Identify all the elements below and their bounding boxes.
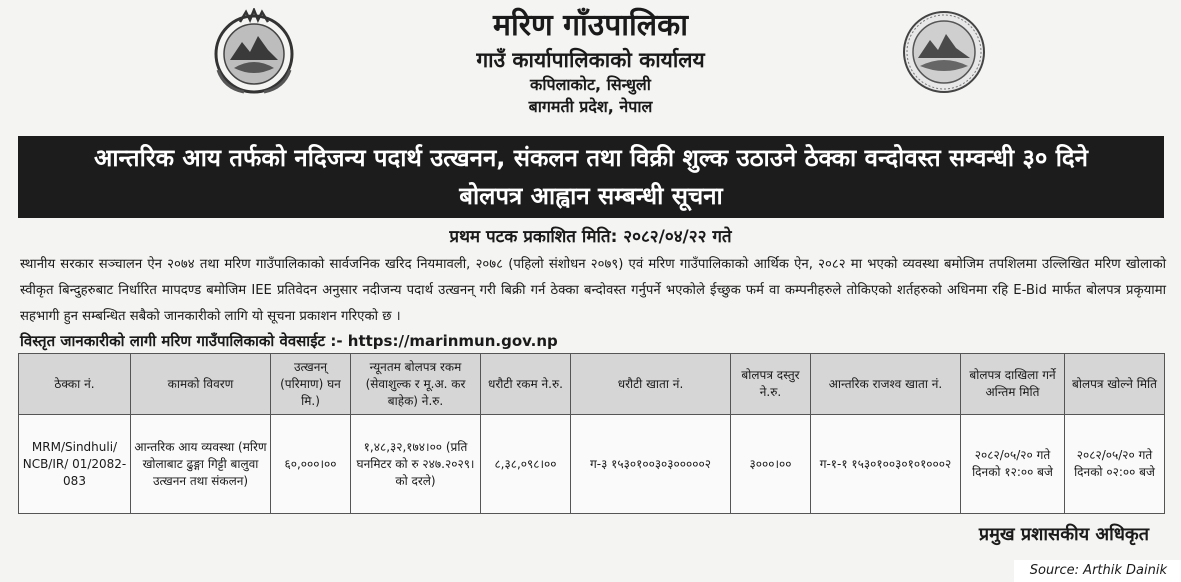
- column-header: धरौटी खाता नं.: [571, 354, 731, 415]
- publish-date: प्रथम पटक प्रकाशित मिति: २०८२/०४/२२ गते: [449, 227, 732, 247]
- tender-table: [18, 353, 1165, 514]
- table-row: [19, 415, 1165, 514]
- signatory-title: प्रमुख प्रशासकीय अधिकृत: [978, 524, 1149, 545]
- table-cell: ८,३८,०९८।००: [481, 415, 571, 514]
- column-header: ठेक्का नं.: [19, 354, 131, 415]
- column-header: बोलपत्र दस्तुर ने.रु.: [731, 354, 811, 415]
- column-header: बोलपत्र खोल्ने मिति: [1065, 354, 1165, 415]
- notice-title-line-1: आन्तरिक आय तर्फको नदिजन्य पदार्थ उत्खनन, संकलन तथा विक्री शुल्क उठाउने ठेक्का वन्दोवस्त सम्वन्धी ३० दिने: [94, 144, 1088, 172]
- table-cell: २०८२/०५/२० गते दिनको १२:०० बजे: [961, 415, 1065, 514]
- table-cell: १,४८,३२,१७४।०० (प्रति घनमिटर को रु २४७.२०२९। को दरले): [351, 415, 481, 514]
- municipality-name: मरिण गाँउपालिका: [493, 8, 688, 43]
- address-line-2: बागमती प्रदेश, नेपाल: [528, 97, 653, 116]
- column-header: धरौटी रकम ने.रु.: [481, 354, 571, 415]
- website-info: विस्तृत जानकारीको लागी मरिण गाउँपालिकाको वेवसाईट :- https://marinmun.gov.np: [20, 332, 558, 350]
- column-header: न्यूनतम बोलपत्र रकम (सेवाशुल्क र मू.अ. कर बाहेक) ने.रु.: [351, 354, 481, 415]
- notice-body: स्थानीय सरकार सञ्चालन ऐन २०७४ तथा मरिण गाउँपालिकाको सार्वजनिक खरिद नियमावली, २०७८ (पहिलो संशोधन २०७९) एवं मरिण गाउँपालिकाको आर्थिक ऐन, २०८२ मा भएको व्यवस्था बमोजिम तपशिलमा उल्लिखित मरिण खोलाको स्वीकृत बिन्दुहरुबाट निर्धारित मापदण्ड बमोजिम IEE प्रतिवेदन अनुसार नदीजन्य पदार्थ उत्खनन् गरी बिक्री गर्न ठेक्का बन्दोवस्त गर्नुपर्ने भएकोले ईच्छुक फर्म वा कम्पनीहरुले तोकिएको शर्तहरुको अधिनमा रहि E-Bid मार्फत बोलपत्र प्रकृयामा सहभागी हुन सम्बन्धित सबैको जानकारीको लागि यो सूचना प्रकाशन गरिएको छ ।: [20, 257, 1166, 324]
- column-header: कामको विवरण: [131, 354, 271, 415]
- table-cell: ग-१-१ १५३०१००३०१०१०००२: [811, 415, 961, 514]
- notice-title-line-2: बोलपत्र आह्वान सम्बन्धी सूचना: [459, 182, 723, 210]
- table-cell: ग-३ १५३०१००३०३०००००२: [571, 415, 731, 514]
- address-line-1: कपिलाकोट, सिन्धुली: [530, 75, 651, 94]
- column-header: बोलपत्र दाखिला गर्ने अन्तिम मिति: [961, 354, 1065, 415]
- source-credit: Source: Arthik Dainik: [1014, 560, 1181, 582]
- notice-title-banner: [18, 136, 1164, 218]
- office-name: गाउँ कार्यापालिकाको कार्यालय: [476, 48, 705, 72]
- table-cell: MRM/Sindhuli/ NCB/IR/ 01/2082-083: [19, 415, 131, 514]
- table-header-row: [19, 354, 1165, 415]
- column-header: उत्खनन् (परिमाण) घन मि.): [271, 354, 351, 415]
- letterhead: [0, 6, 1181, 118]
- column-header: आन्तरिक राजश्व खाता नं.: [811, 354, 961, 415]
- table-cell: आन्तरिक आय व्यवस्था (मरिण खोलाबाट ढुङ्गा गिट्टी बालुवा उत्खनन तथा संकलन): [131, 415, 271, 514]
- table-cell: ६०,०००।००: [271, 415, 351, 514]
- table-cell: ३०००।००: [731, 415, 811, 514]
- table-cell: २०८२/०५/२० गते दिनको ०२:०० बजे: [1065, 415, 1165, 514]
